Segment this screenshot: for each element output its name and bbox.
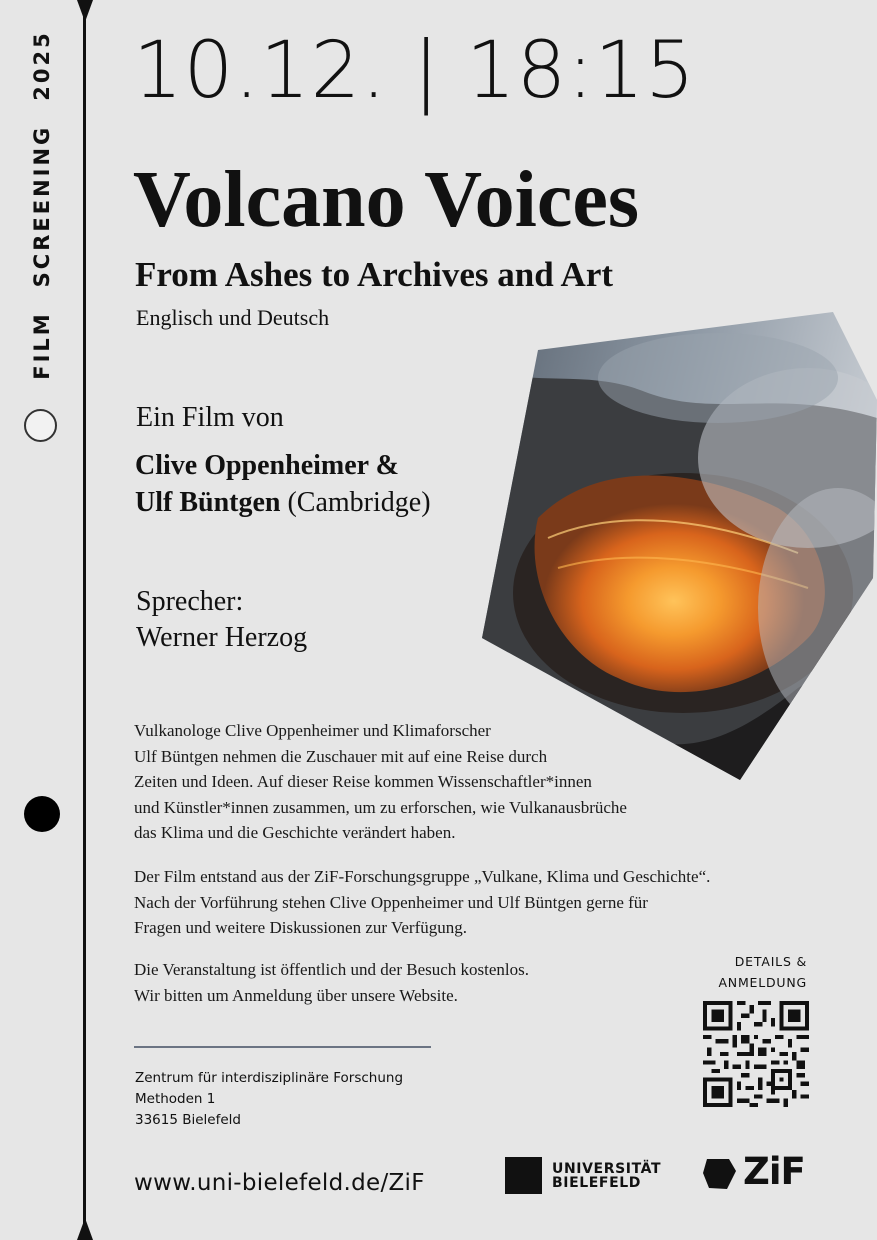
director-1: Clive Oppenheimer & [135,450,399,481]
volcano-crater-image [478,308,877,788]
directors [135,447,431,521]
languages: Englisch und Deutsch [136,305,330,330]
qr-code[interactable] [703,1001,809,1107]
details-line-1: DETAILS & [734,954,807,969]
director-2: Ulf Büntgen [135,487,281,518]
address-line: 33615 Bielefeld [135,1112,241,1128]
address-line: Methoden 1 [135,1091,216,1107]
description-paragraph-1 [134,718,627,846]
event-datetime: 10.12. | 18:15 [133,26,696,116]
speaker [136,584,307,656]
speaker-name: Werner Herzog [136,622,308,653]
text-line: Fragen und weitere Diskussionen zur Verfügung. [134,918,468,937]
filmstrip-rail [83,0,86,1240]
description-paragraph-3 [134,957,529,1008]
speaker-label: Sprecher: [136,586,244,617]
divider-rule [134,1046,431,1048]
details-line-2: ANMELDUNG [718,975,807,990]
address-line: Zentrum für interdisziplinäre Forschung [135,1070,404,1086]
rail-top-marker [77,0,93,22]
rail-bottom-marker [77,1218,93,1240]
vertical-word-screening: SCREENING [30,124,54,288]
open-circle-icon [24,409,57,442]
director-affiliation: (Cambridge) [287,487,431,518]
filled-circle-icon [24,796,60,832]
details-label [718,951,807,993]
uni-logo-line-2: BIELEFELD [552,1175,641,1191]
text-line: das Klima und die Geschichte verändert haben. [134,823,456,842]
text-line: und Künstler*innen zusammen, um zu erforschen, wie Vulkanausbrüche [134,797,627,817]
website-link[interactable]: www.uni-bielefeld.de/ZiF [134,1170,425,1196]
zif-logo-text: ZiF [743,1150,805,1193]
description-paragraph-2 [134,864,710,941]
film-title: Volcano Voices [133,156,640,244]
zif-shape-icon [703,1157,737,1191]
address [135,1068,403,1131]
vertical-year: 2025 [30,30,54,101]
text-line: Die Veranstaltung ist öffentlich und der Besuch kostenlos. [134,960,530,979]
uni-logo-text [552,1162,661,1190]
text-line: Wir bitten um Anmeldung über unsere Website. [134,985,458,1005]
text-line: Der Film entstand aus der ZiF-Forschungsgruppe „Vulkane, Klima und Geschichte“. [134,867,711,886]
text-line: Nach der Vorführung stehen Clive Oppenheimer und Ulf Büntgen gerne für [134,892,648,912]
text-line: Zeiten und Ideen. Auf dieser Reise kommen Wissenschaftler*innen [134,772,592,791]
vertical-label [30,30,54,380]
uni-logo-line-1: UNIVERSITÄT [552,1161,662,1177]
film-subtitle: From Ashes to Archives and Art [135,255,614,294]
logo-square-icon [505,1157,542,1194]
text-line: Ulf Büntgen nehmen die Zuschauer mit auf eine Reise durch [134,746,548,766]
text-line: Vulkanologe Clive Oppenheimer und Klimaforscher [134,721,491,740]
film-by-label: Ein Film von [136,402,284,433]
vertical-word-film: FILM [30,311,54,380]
